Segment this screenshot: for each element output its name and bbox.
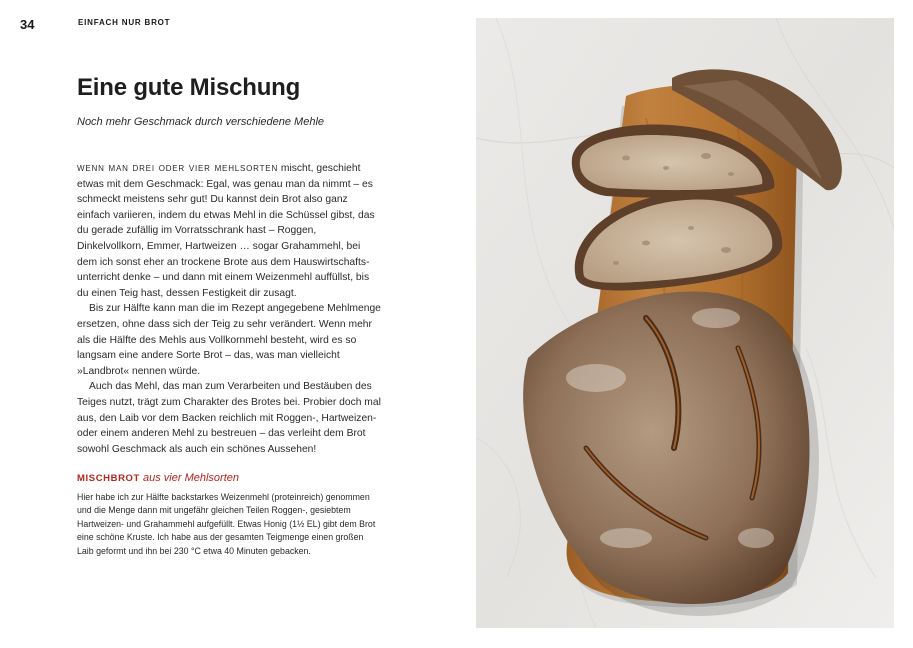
recipe-subtitle: aus vier Mehlsorten — [139, 472, 239, 484]
bread-photo — [476, 18, 894, 628]
page-number: 34 — [20, 17, 35, 32]
recipe-text: Hier habe ich zur Hälfte backstarkes Weizenmehl (proteinreich) genommen und die Menge dann mit ungefähr gleichen Teilen Roggen-, gesiebtem Hartweizen- und Grahammehl aufgefüllt. Etwas Honig (1½ EL) gibt dem Brot eine schöne Kruste. Ich habe aus der gesamten Teigmenge einen großen Laib geformt und ihn bei 230 °C etwa 40 Minuten gebacken. — [77, 492, 376, 556]
running-head: EINFACH NUR BROT — [78, 18, 171, 27]
recipe-box — [77, 472, 382, 558]
body-text — [77, 161, 382, 457]
recipe-name: MISCHBROT — [77, 473, 140, 484]
recipe-heading — [77, 472, 382, 484]
paragraph-1-text: mischt, geschieht etwas mit dem Geschmack: Egal, was genau man da nimmt – es schmeckt meistens sehr gut! Du kannst dein Brot also ganz einfach variieren, indem du etwas Mehl in die Schüssel gibst, das du gerade zufällig im Vorratsschrank hast – Roggen, Dinkelvollkorn, Emmer, Hartweizen … sogar Grahammehl, bei dem ich sonst eher an trockene Brote aus dem Hauswirtschaftsunterricht denke – und dann mit einem Weizenmehl auffüllst, bis du einen Teig hast, dessen Festigkeit dir zusagt. — [77, 163, 375, 299]
paragraph-1 — [77, 161, 382, 301]
paragraph-3: Auch das Mehl, das man zum Verarbeiten und Bestäuben des Teiges nutzt, trägt zum Charakter des Brotes bei. Probier doch mal aus, den Laib vor dem Backen reichlich mit Roggen-, Hartweizen- oder einem anderen Mehl zu bestreuen – das verleiht dem Brot sowohl Geschmack als auch ein schönes Aussehen! — [77, 381, 381, 455]
paragraph-2: Bis zur Hälfte kann man die im Rezept angegebene Mehlmenge ersetzen, ohne dass sich der Teig zu sehr verändert. Wenn mehr als die Hälfte des Mehls aus Vollkornmehl besteht, wird es so langsam eine andere Sorte Brot – das, was man vielleicht »Landbrot« nennen würde. — [77, 303, 381, 377]
bread-photo-illustration — [476, 18, 894, 628]
page-subtitle: Noch mehr Geschmack durch verschiedene Mehle — [77, 116, 325, 128]
paragraph-lead-in: wenn man drei oder vier mehlsorten — [77, 162, 279, 174]
page-title: Eine gute Mischung — [77, 74, 301, 101]
